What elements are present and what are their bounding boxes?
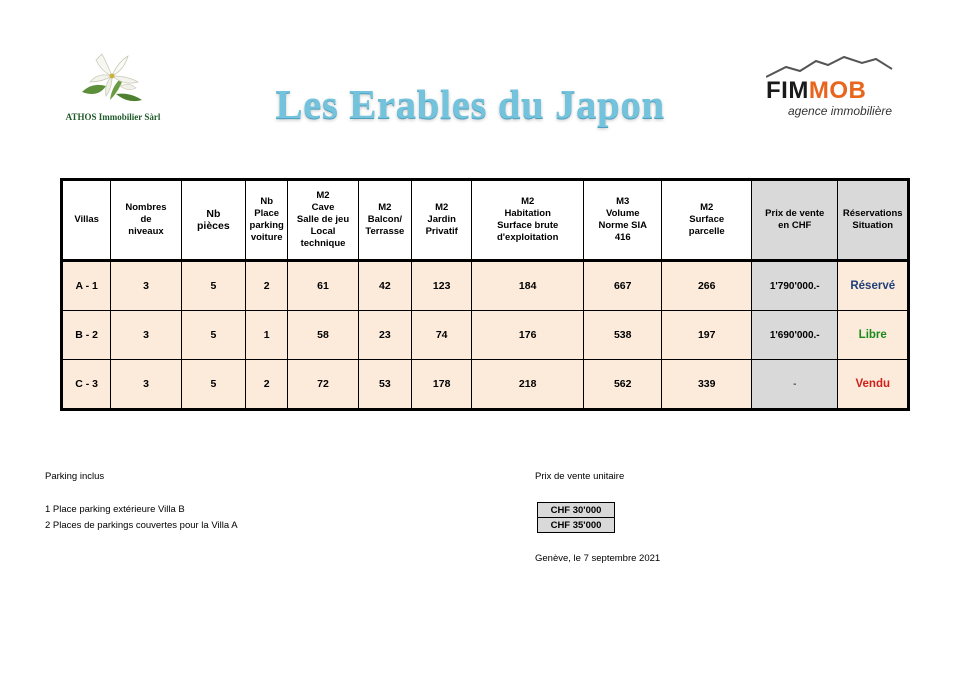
parking-title: Parking inclus <box>45 471 105 482</box>
cell-prix: 1'790'000.- <box>751 261 838 311</box>
cell-niveaux: 3 <box>111 311 181 360</box>
cell-habitation: 184 <box>472 261 584 311</box>
cell-prix: - <box>751 360 838 410</box>
cell-volume: 667 <box>584 261 662 311</box>
cell-habitation: 218 <box>472 360 584 410</box>
header-prix: Prix de vente en CHF <box>751 180 838 261</box>
header-habitation: M2 Habitation Surface brute d'exploitation <box>472 180 584 261</box>
header-niveaux: Nombres de niveaux <box>111 180 181 261</box>
cell-status: Vendu <box>838 360 909 410</box>
cell-pieces: 5 <box>181 360 245 410</box>
parking-line-2: 2 Places de parkings couvertes pour la Villa A <box>45 520 238 531</box>
cell-volume: 562 <box>584 360 662 410</box>
unit-price-title: Prix de vente unitaire <box>535 471 625 482</box>
cell-parcelle: 339 <box>662 360 752 410</box>
cell-parking: 2 <box>246 261 288 311</box>
cell-villa: B - 2 <box>62 311 111 360</box>
unit-price-box <box>537 502 615 533</box>
table-header-row <box>62 180 909 261</box>
parking-line-1: 1 Place parking extérieure Villa B <box>45 504 185 515</box>
header-pieces: Nb pièces <box>181 180 245 261</box>
cell-balcon: 42 <box>358 261 411 311</box>
document-date: Genève, le 7 septembre 2021 <box>535 553 661 564</box>
lily-flower-icon <box>72 42 152 108</box>
unit-price-row <box>538 518 615 533</box>
cell-jardin: 178 <box>412 360 472 410</box>
cell-cave: 72 <box>288 360 358 410</box>
cell-niveaux: 3 <box>111 261 181 311</box>
header-volume: M3 Volume Norme SIA 416 <box>584 180 662 261</box>
cell-balcon: 53 <box>358 360 411 410</box>
header-parcelle: M2 Surface parcelle <box>662 180 752 261</box>
cell-villa: A - 1 <box>62 261 111 311</box>
table-row <box>62 311 909 360</box>
fimmob-logo <box>760 55 920 125</box>
cell-cave: 58 <box>288 311 358 360</box>
fimmob-tagline: agence immobilière <box>788 104 893 118</box>
cell-parcelle: 266 <box>662 261 752 311</box>
table-row <box>62 261 909 311</box>
fimmob-brand-fim: FIM <box>766 77 809 104</box>
cell-volume: 538 <box>584 311 662 360</box>
cell-cave: 61 <box>288 261 358 311</box>
cell-villa: C - 3 <box>62 360 111 410</box>
athos-logo <box>58 42 168 128</box>
villas-table <box>60 178 910 411</box>
fimmob-brand <box>766 77 866 105</box>
cell-status: Libre <box>838 311 909 360</box>
header-cave: M2 Cave Salle de jeu Local technique <box>288 180 358 261</box>
cell-status: Réservé <box>838 261 909 311</box>
header-parking: Nb Place parking voiture <box>246 180 288 261</box>
table-row <box>62 360 909 410</box>
header-reservations: Réservations Situation <box>838 180 909 261</box>
header-balcon: M2 Balcon/ Terrasse <box>358 180 411 261</box>
page-title: Les Erables du Japon <box>275 81 665 127</box>
unit-price-row <box>538 503 615 518</box>
cell-niveaux: 3 <box>111 360 181 410</box>
cell-jardin: 74 <box>412 311 472 360</box>
header-jardin: M2 Jardin Privatif <box>412 180 472 261</box>
cell-jardin: 123 <box>412 261 472 311</box>
cell-parking: 1 <box>246 311 288 360</box>
unit-price-2: CHF 35'000 <box>538 518 615 533</box>
cell-pieces: 5 <box>181 261 245 311</box>
unit-price-1: CHF 30'000 <box>538 503 615 518</box>
cell-parcelle: 197 <box>662 311 752 360</box>
header-villas: Villas <box>62 180 111 261</box>
cell-prix: 1'690'000.- <box>751 311 838 360</box>
fimmob-brand-mob: MOB <box>808 77 867 104</box>
cell-pieces: 5 <box>181 311 245 360</box>
athos-company-name: ATHOS Immobilier Sàrl <box>65 112 161 122</box>
mountain-outline-icon <box>766 55 896 79</box>
cell-habitation: 176 <box>472 311 584 360</box>
cell-balcon: 23 <box>358 311 411 360</box>
cell-parking: 2 <box>246 360 288 410</box>
